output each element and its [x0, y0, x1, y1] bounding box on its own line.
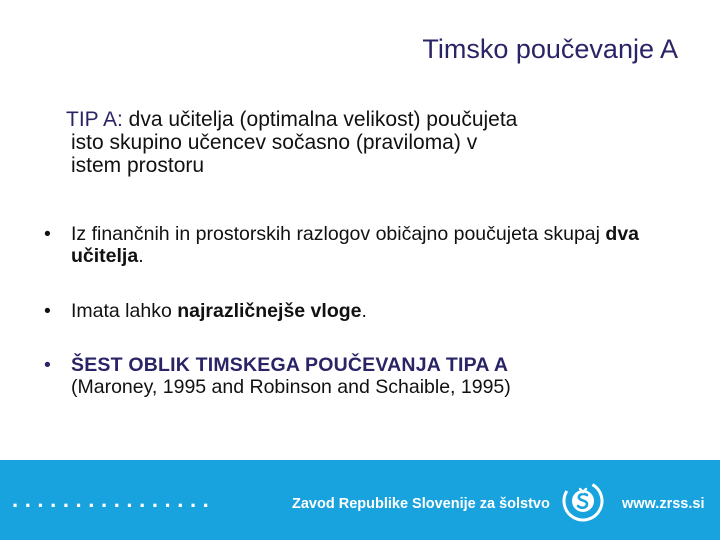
intro-lead: TIP A:	[66, 108, 123, 131]
bullet-bold: najrazličnejše vloge	[177, 299, 362, 322]
footer-dots: ................	[12, 487, 216, 512]
intro-text-line1: dva učitelja (optimalna velikost) poučujeta	[122, 108, 518, 131]
intro-text-line3: istem prostoru	[71, 154, 205, 178]
footer-url[interactable]: www.zrss.si	[622, 496, 705, 512]
bullet-text: Iz finančnih in prostorskih razlogov običajno poučujeta skupaj	[71, 223, 606, 245]
bullet-text: Imata lahko	[71, 299, 178, 322]
bullet-dot: •	[44, 299, 51, 322]
list-item	[44, 301, 684, 323]
footer-organization[interactable]: Zavod Republike Slovenije za šolstvo	[292, 496, 550, 512]
bullet-end: .	[361, 299, 367, 322]
bullet-list	[44, 224, 684, 432]
bullet-heading: ŠEST OBLIK TIMSKEGA POUČEVANJA TIPA A	[71, 354, 509, 377]
bullet-dot: •	[44, 223, 51, 245]
zrss-logo-icon	[560, 478, 606, 524]
bullet-bold: dva učitelja	[71, 223, 640, 267]
intro-text-line2: isto skupino učencev sočasno (praviloma) v	[71, 131, 478, 155]
bullet-citation: (Maroney, 1995 and Robinson and Schaible, 1995)	[71, 376, 511, 399]
bullet-dot: •	[44, 354, 51, 377]
list-item	[44, 355, 684, 399]
footer-bar	[0, 460, 720, 540]
bullet-end: .	[138, 244, 144, 267]
slide-title: Timsko poučevanje A	[422, 34, 678, 64]
list-item	[44, 224, 684, 268]
intro-paragraph	[66, 108, 686, 177]
